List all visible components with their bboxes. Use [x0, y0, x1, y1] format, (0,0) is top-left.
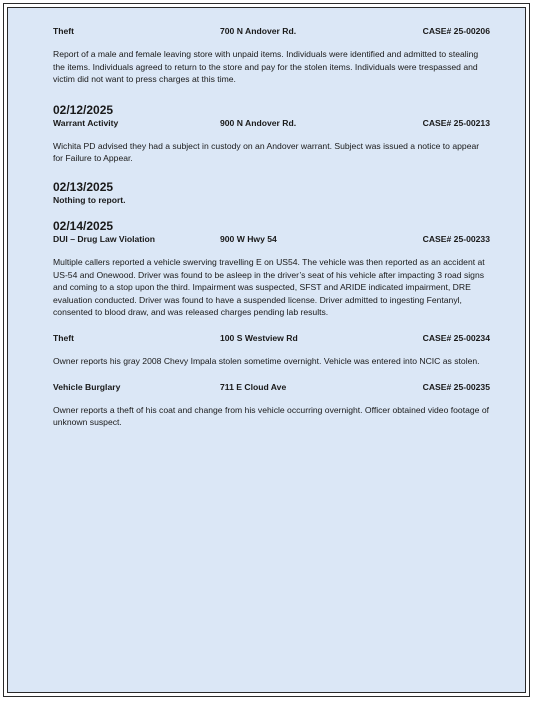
case-number: CASE# 25-00235: [422, 381, 490, 392]
incident-address: 900 N Andover Rd.: [220, 117, 297, 128]
incident-type: DUI – Drug Law Violation: [53, 233, 156, 244]
incident-description: Report of a male and female leaving store with unpaid items. Individuals were identified and admitted to stealing the items. Individuals agreed to return to the store and pay for the stolen items. Individuals were trespassed and victim did not want to press charges at this time.: [53, 49, 479, 85]
incident-description: Multiple callers reported a vehicle swerving travelling E on US54. The vehicle was then reported as an accident at US-54 and Onewood. Driver was found to be asleep in the driver’s seat of his vehicle after impacting 3 road signs and coming to a stop upon the third. Impairment was suspected, SFST and ARIDE indicated impairment, DRE evaluation conducted. Driver was found to have a suspended license. Driver admitted to ingesting Fentanyl, consented to blood draw, and was released charges pending lab results.: [53, 256, 485, 318]
incident-address: 711 E Cloud Ave: [220, 381, 287, 392]
incident-type: Theft: [53, 26, 75, 36]
incident-address: 700 N Andover Rd.: [220, 26, 297, 36]
case-number: CASE# 25-00213: [422, 117, 490, 128]
incident-description: Wichita PD advised they had a subject in custody on an Andover warrant. Subject was issued a notice to appear for Failure to Appear.: [53, 140, 480, 164]
incident-header: [53, 117, 490, 129]
page-border: [3, 3, 530, 697]
incident-description: Owner reports a theft of his coat and change from his vehicle occurring overnight. Officer obtained video footage of unknown suspect.: [53, 404, 489, 428]
incident-header: [53, 233, 490, 245]
incident-address: 100 S Westview Rd: [220, 332, 298, 343]
incident-type: Theft: [53, 332, 75, 343]
case-number: CASE# 25-00233: [422, 233, 490, 244]
page-background: [7, 7, 526, 693]
date-heading: 02/12/2025: [53, 102, 114, 117]
incident-header: [53, 332, 490, 344]
incident-entry: [53, 25, 490, 86]
case-number: CASE# 25-00206: [422, 26, 490, 36]
incident-description: Owner reports his gray 2008 Chevy Impala stolen sometime overnight. Vehicle was entered into NCIC as stolen.: [53, 355, 480, 366]
incident-header: [53, 25, 490, 37]
incident-type: Vehicle Burglary: [53, 381, 121, 392]
date-heading: 02/13/2025: [53, 179, 114, 194]
incident-header: [53, 381, 490, 393]
date-heading: 02/14/2025: [53, 218, 114, 233]
nothing-to-report: Nothing to report.: [53, 194, 126, 205]
incident-entry: [53, 117, 490, 165]
case-number: CASE# 25-00234: [422, 332, 490, 343]
incident-entry: [53, 332, 490, 368]
incident-entry: [53, 233, 490, 319]
incident-type: Warrant Activity: [53, 117, 119, 128]
incident-entry: [53, 381, 490, 429]
report-content: [53, 25, 490, 429]
incident-address: 900 W Hwy 54: [220, 233, 277, 244]
